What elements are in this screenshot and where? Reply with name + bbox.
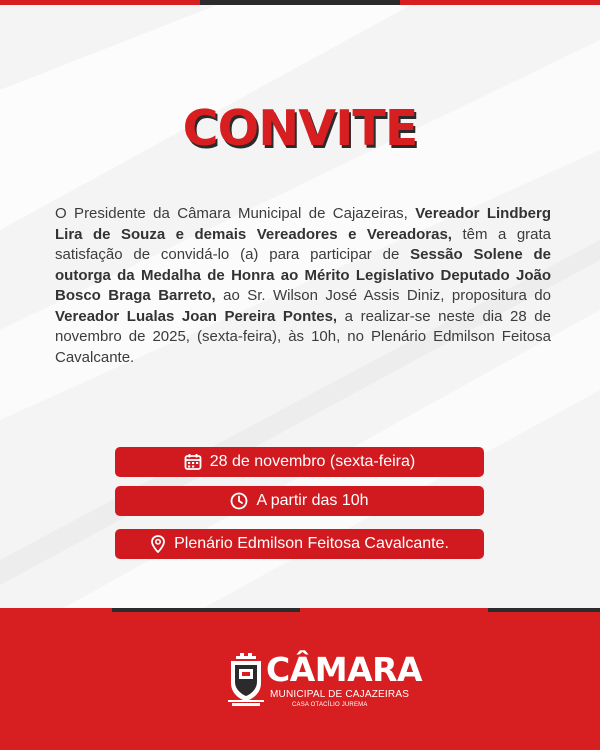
top-accent-dark: [200, 0, 400, 5]
text-bold-part: Sessão Solene de outorga da Medalha de Honra ao Mérito Legislativo Deputado João Bosco Braga Barreto,: [55, 246, 552, 304]
text-part: têm a grata satisfação de convidá-lo (a) para participar de: [55, 225, 552, 263]
clock-icon: [230, 492, 248, 510]
top-accent-red: [0, 0, 200, 5]
text-bold-part: Vereador Lindberg Lira de Souza e demais Vereadores e Vereadoras,: [55, 205, 551, 243]
top-accent-red-right: [400, 0, 600, 5]
location-pin-icon: [150, 535, 166, 553]
date-pill: [115, 447, 484, 477]
time-pill: [115, 486, 484, 516]
place-pill: [115, 529, 484, 559]
calendar-icon: [184, 453, 202, 471]
coat-of-arms-icon: [228, 653, 264, 707]
place-label: Plenário Edmilson Feitosa Cavalcante.: [174, 535, 449, 552]
date-label: 28 de novembro (sexta-feira): [209, 453, 416, 470]
time-label: A partir das 10h: [256, 492, 369, 509]
footer-logo-tagline: CASA OTACÍLIO JUREMA: [292, 702, 368, 708]
footer-logo-subtitle: MUNICIPAL DE CAJAZEIRAS: [270, 689, 410, 700]
text-bold-part: Vereador Lualas Joan Pereira Pontes,: [55, 307, 338, 325]
footer-logo-title: CÂMARA: [266, 650, 423, 689]
text-part: a realizar-se neste dia 28 de novembro de 2025, (sexta-feira), às 10h, no Plenário Edmilson Feitosa Cavalcante.: [55, 307, 551, 366]
invitation-text: [55, 204, 551, 368]
text-part: ao Sr. Wilson José Assis Diniz, propositura do: [215, 287, 551, 304]
text-part: O Presidente da Câmara Municipal de Cajazeiras,: [55, 205, 416, 222]
page-title: CONVITE: [182, 100, 418, 157]
